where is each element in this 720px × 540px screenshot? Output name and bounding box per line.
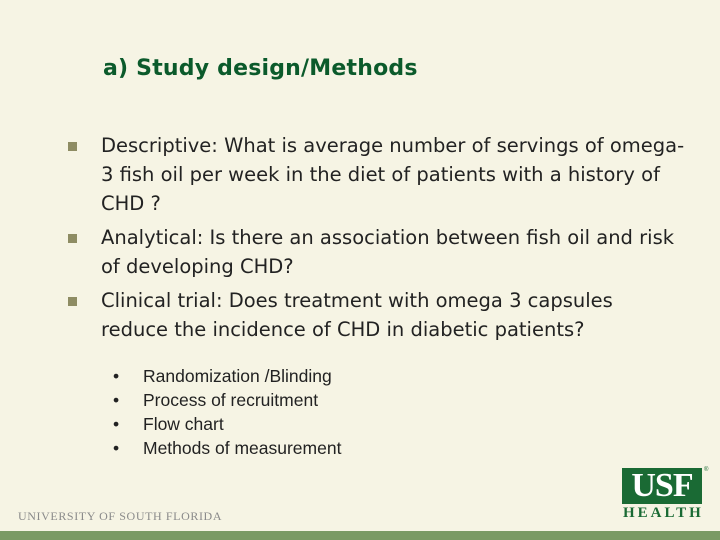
sub-bullet-item [113,436,341,460]
square-bullet-icon [68,234,77,243]
logo-box [622,468,702,504]
sub-bullet-item [113,412,341,436]
dot-bullet-icon: • [113,390,120,410]
slide-title: a) Study design/Methods [103,56,418,81]
usf-health-logo [622,468,708,520]
bullet-text: Descriptive: What is average number of servings of omega-3 fish oil per week in the diet of patients with a history of CHD ? [101,134,685,215]
sub-bullet-item [113,388,341,412]
dot-bullet-icon: • [113,438,120,458]
square-bullet-icon [68,142,77,151]
dot-bullet-icon: • [113,414,120,434]
university-wordmark: UNIVERSITY OF SOUTH FLORIDA [18,509,223,523]
bullet-text: Analytical: Is there an association between fish oil and risk of developing CHD? [101,226,675,278]
sub-bullet-text: Methods of measurement [143,438,342,458]
bottom-accent-bar [0,531,720,540]
logo-health-text: HEALTH [623,505,704,521]
sub-bullet-text: Process of recruitment [143,390,319,410]
sub-bullet-text: Randomization /Blinding [143,366,332,386]
bullet-text: Clinical trial: Does treatment with omega 3 capsules reduce the incidence of CHD in diabetic patients? [101,289,613,341]
bullet-item [66,286,686,344]
sub-bullet-text: Flow chart [143,414,224,434]
sub-bullet-list [113,364,341,460]
bullet-item [66,131,686,218]
bullet-item [66,223,686,281]
bullet-list [66,131,686,349]
logo-usf-text: USF [631,467,693,504]
dot-bullet-icon: • [113,366,120,386]
registered-mark: ® [704,467,709,473]
sub-bullet-item [113,364,341,388]
square-bullet-icon [68,297,77,306]
